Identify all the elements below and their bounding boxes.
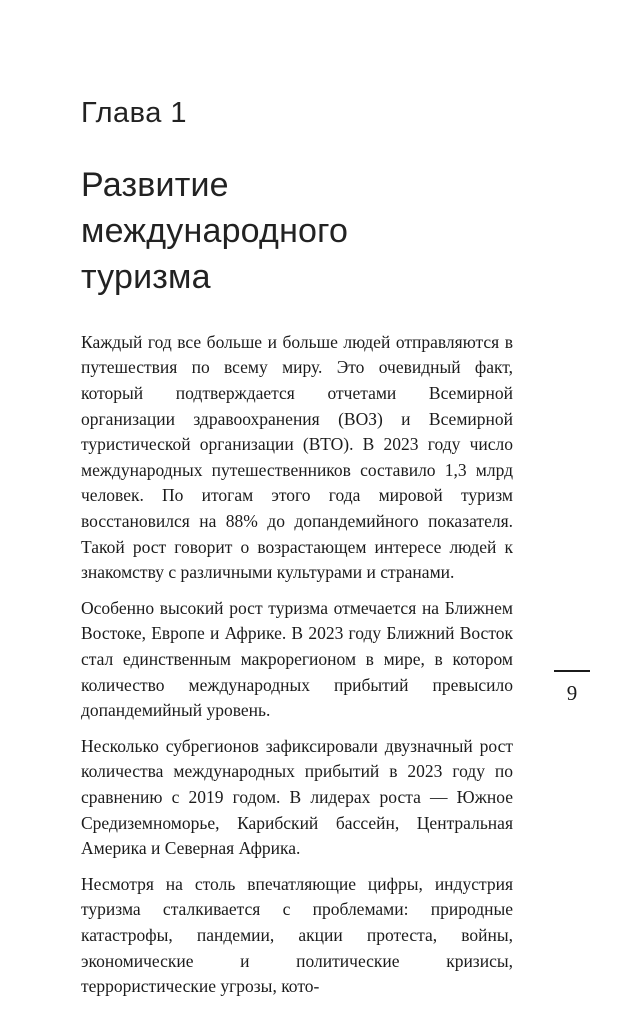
paragraph: Несколько субрегионов зафиксировали двузначный рост количества международных прибытий в 2023 году по сравнению с 2019 годом. В лидерах роста — Южное Средиземноморье, Карибский бассейн, Центральная Америка и Северная Африка. xyxy=(81,735,513,859)
chapter-label: Глава 1 xyxy=(81,97,188,129)
body-text xyxy=(81,330,513,1000)
text-block xyxy=(81,98,513,1010)
paragraph: Каждый год все больше и больше людей отправляются в путешествия по всему миру. Это очевидный факт, который подтверждается отчетами Всемирной организации здравоохранения (ВОЗ) и Всемирной туристической организации (ВТО). В 2023 году число международных путешественников составило 1,3 млрд человек. По итогам этого года мировой туризм восстановился на 88% до допандемийного показателя. Такой рост говорит о возрастающем интересе людей к знакомству с различными культурами и странами. xyxy=(81,331,513,583)
paragraph: Особенно высокий рост туризма отмечается на Ближнем Востоке, Европе и Африке. В 2023 году Ближний Восток стал единственным макрорегионом в мире, в котором количество международных прибытий превысило допандемийный уровень. xyxy=(81,597,513,721)
page-number: 9 xyxy=(566,681,578,705)
page-number-rule xyxy=(554,670,590,672)
paragraph: Несмотря на столь впечатляющие цифры, индустрия туризма сталкивается с проблемами: природные катастрофы, пандемии, акции протеста, войны, экономические и политические кризисы, террористические угрозы, кото- xyxy=(81,873,513,997)
page-number-marker xyxy=(546,670,598,706)
chapter-title: Развитие международного туризма xyxy=(81,165,349,296)
